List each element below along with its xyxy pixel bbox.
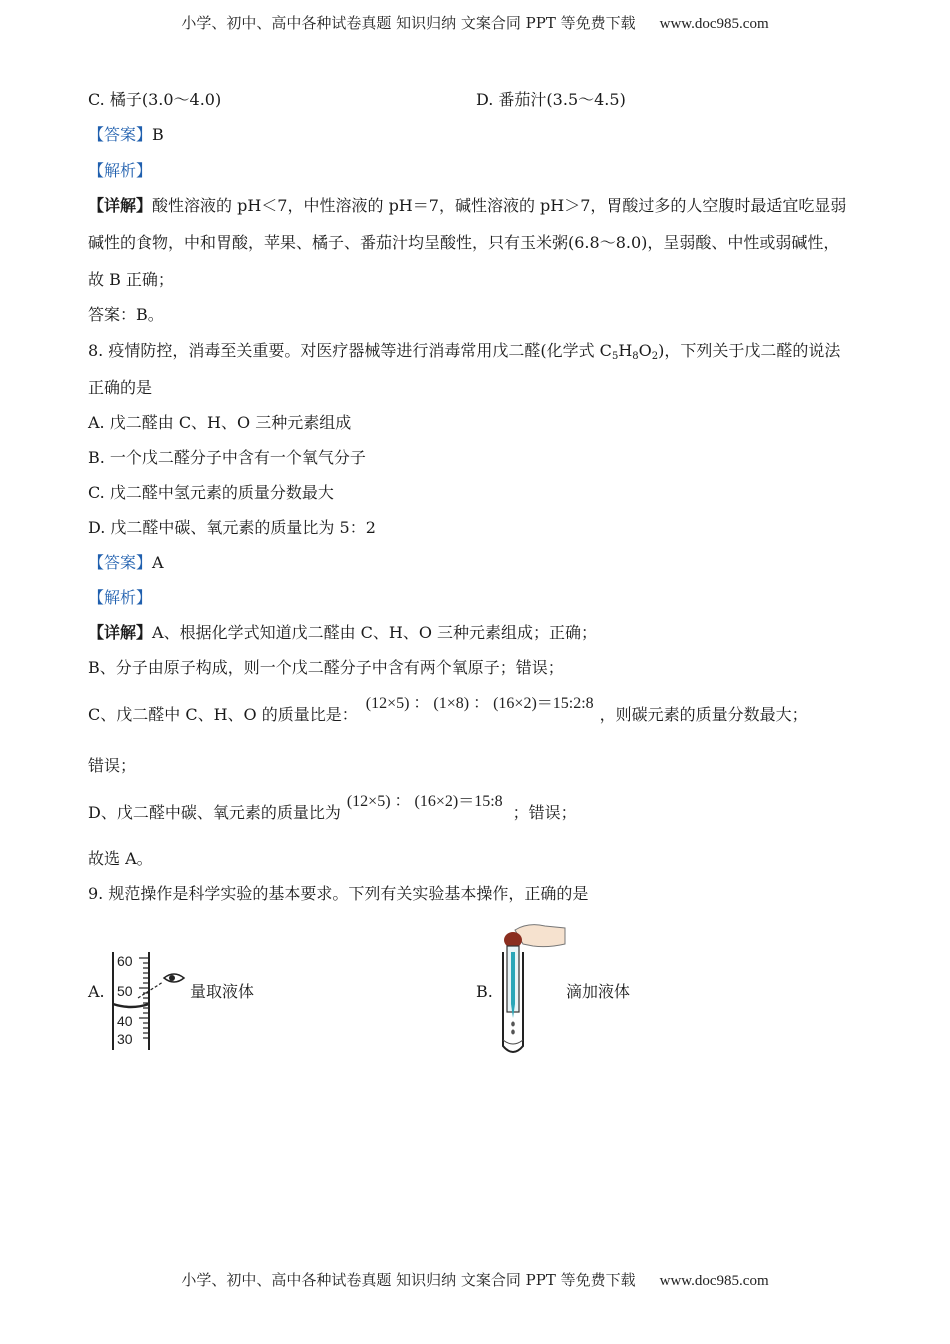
cylinder-tick-label: 50 bbox=[117, 983, 133, 999]
q9-stem: 9. 规范操作是科学实验的基本要求。下列有关实验基本操作，正确的是 bbox=[88, 884, 589, 903]
hand-icon bbox=[515, 925, 565, 947]
q8-option-c: C. 戊二醛中氢元素的质量分数最大 bbox=[88, 483, 334, 502]
detail-text: ；错误； bbox=[512, 803, 577, 822]
element-o: O bbox=[638, 341, 652, 360]
subscript: 8 bbox=[632, 351, 639, 362]
detail-tag: 【详解】 bbox=[88, 196, 153, 215]
q8-option-d: D. 戊二醛中碳、氧元素的质量比为 5：2 bbox=[88, 518, 376, 537]
q7-detail-2: 碱性的食物，中和胃酸，苹果、橘子、番茄汁均呈酸性，只有玉米粥(6.8～8.0)，呈弱酸、中性或弱碱性， bbox=[88, 233, 840, 252]
footer-title: 小学、初中、高中各种试卷真题 知识归纳 文案合同 PPT 等免费下载 bbox=[181, 1271, 636, 1289]
answer-value: A bbox=[152, 553, 164, 572]
q7-option-c: C. 橘子(3.0～4.0) bbox=[88, 90, 222, 109]
q8-detail-c bbox=[88, 695, 808, 726]
q7-detail-3: 故 B 正确； bbox=[88, 270, 174, 289]
q8-final-answer: 故选 A。 bbox=[88, 849, 153, 868]
q8-stem-text: )，下列关于戊二醛的说法 bbox=[658, 341, 841, 360]
q8-detail-d bbox=[88, 793, 577, 824]
answer-tag: 【答案】 bbox=[88, 553, 153, 572]
cylinder-tick-label: 60 bbox=[117, 953, 133, 969]
element-h: H bbox=[618, 341, 633, 360]
q8-detail-a bbox=[88, 623, 597, 643]
q8-option-b: B. 一个戊二醛分子中含有一个氧气分子 bbox=[88, 448, 366, 467]
q7-answer bbox=[88, 125, 164, 145]
q8-option-a: A. 戊二醛由 C、H、O 三种元素组成 bbox=[88, 413, 352, 432]
mass-ratio-formula: (12×5) ： (16×2)＝15:8 bbox=[346, 793, 503, 810]
footer-site-link[interactable]: www.doc985.com bbox=[659, 1273, 769, 1289]
answer-tag: 【答案】 bbox=[88, 125, 153, 144]
detail-text: C、戊二醛中 C、H、O 的质量比是： bbox=[88, 705, 358, 724]
subscript: 5 bbox=[611, 351, 619, 362]
q9-option-a-label: 量取液体 bbox=[190, 982, 255, 1001]
q8-detail-b: B、分子由原子构成，则一个戊二醛分子中含有两个氧原子；错误； bbox=[88, 658, 564, 677]
mass-ratio-formula: (12×5) ： (1×8) ： (16×2)＝15:2:8 bbox=[365, 695, 594, 712]
page-footer bbox=[0, 1269, 950, 1290]
header-site-link[interactable]: www.doc985.com bbox=[659, 16, 769, 32]
q8-stem-text: 8. 疫情防控，消毒至关重要。对医疗器械等进行消毒常用戊二醛(化学式 C bbox=[88, 341, 612, 360]
q7-option-d: D. 番茄汁(3.5～4.5) bbox=[476, 90, 626, 109]
q9-option-b-label: 滴加液体 bbox=[566, 982, 631, 1001]
q7-final-answer: 答案：B。 bbox=[88, 305, 164, 324]
detail-text: A、根据化学式知道戊二醛由 C、H、O 三种元素组成；正确； bbox=[152, 623, 598, 642]
q9-option-b-letter: B. bbox=[476, 982, 493, 1001]
q8-stem-line-1 bbox=[88, 341, 840, 367]
q8-detail-c-wrong: 错误； bbox=[88, 756, 137, 775]
detail-text: ，则碳元素的质量分数最大； bbox=[599, 705, 808, 724]
graduated-cylinder-figure bbox=[108, 950, 193, 1054]
detail-text: D、戊二醛中碳、氧元素的质量比为 bbox=[88, 803, 341, 822]
q7-analysis-tag: 【解析】 bbox=[88, 161, 153, 180]
cylinder-tick-label: 40 bbox=[117, 1013, 133, 1029]
q8-answer bbox=[88, 553, 164, 573]
detail-tag: 【详解】 bbox=[88, 623, 153, 642]
page-header bbox=[0, 12, 950, 33]
header-title: 小学、初中、高中各种试卷真题 知识归纳 文案合同 PPT 等免费下载 bbox=[181, 14, 636, 32]
cylinder-tick-label: 30 bbox=[117, 1031, 133, 1047]
subscript: 2 bbox=[651, 351, 659, 362]
dropper-test-tube-figure bbox=[493, 922, 573, 1058]
q9-option-a-letter: A. bbox=[88, 982, 105, 1001]
answer-value: B bbox=[152, 125, 164, 144]
detail-text: 酸性溶液的 pH＜7，中性溶液的 pH＝7，碱性溶液的 pH＞7，胃酸过多的人空腹时最适宜吃显弱 bbox=[152, 196, 847, 215]
q8-stem-line-2: 正确的是 bbox=[88, 378, 153, 397]
q8-analysis-tag: 【解析】 bbox=[88, 588, 153, 607]
q7-detail-1 bbox=[88, 196, 846, 216]
